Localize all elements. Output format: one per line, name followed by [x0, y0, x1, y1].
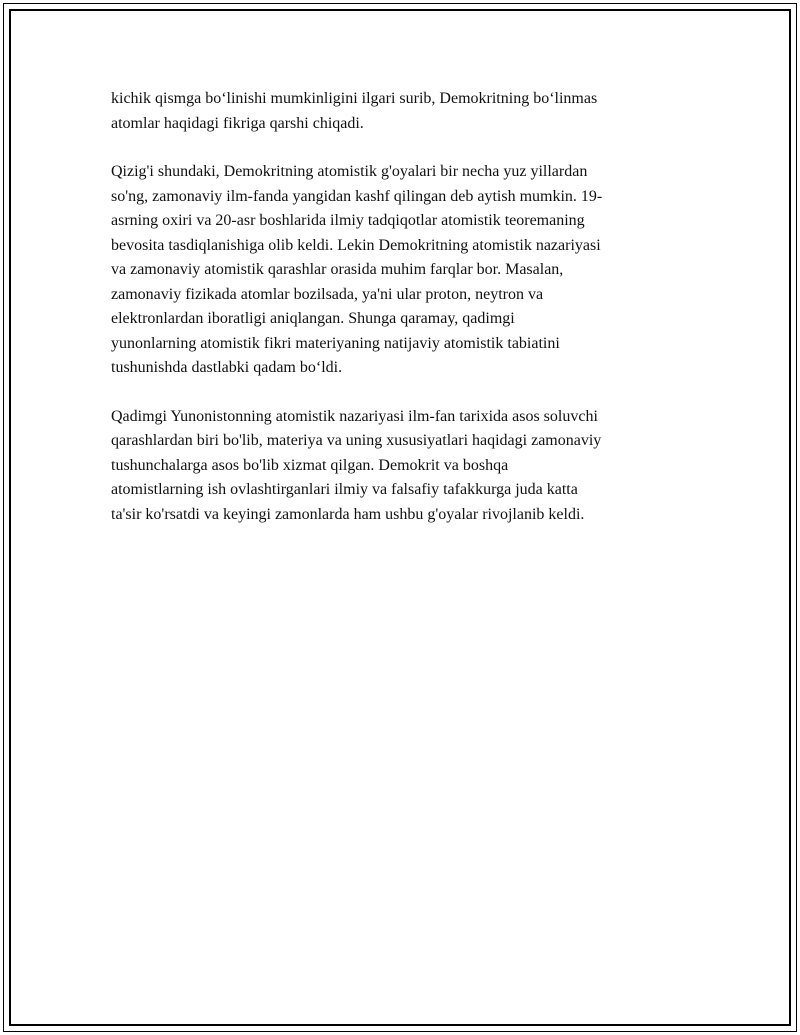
- text-line: atomistlarning ish ovlashtirganlari ilmiy va falsafiy tafakkurga juda katta: [111, 481, 578, 498]
- paragraph-2: [111, 160, 691, 381]
- text-line: tushunchalarga asos bo'lib xizmat qilgan. Demokrit va boshqa: [111, 456, 509, 474]
- text-line: qarashlardan biri bo'lib, materiya va uning xususiyatlari haqidagi zamonaviy: [111, 432, 602, 449]
- text-line: bevosita tasdiqlanishiga olib keldi. Lekin Demokritning atomistik nazariyasi: [111, 236, 601, 254]
- text-line: kichik qismga bo‘linishi mumkinligini ilgari surib, Demokritning bo‘linmas: [111, 90, 598, 107]
- text-line: ta'sir ko'rsatdi va keyingi zamonlarda ham ushbu g'oyalar rivojlanib keldi.: [111, 505, 585, 523]
- text-line: so'ng, zamonaviy ilm-fanda yangidan kashf qilingan deb aytish mumkin. 19-: [111, 187, 603, 205]
- text-line: elektronlardan iboratligi aniqlangan. Shunga qaramay, qadimgi: [111, 310, 515, 327]
- text-line: zamonaviy fizikada atomlar bozilsada, ya'ni ular proton, neytron va: [111, 285, 544, 303]
- text-line: va zamonaviy atomistik qarashlar orasida muhim farqlar bor. Masalan,: [111, 261, 564, 278]
- document-page: [3, 3, 797, 1032]
- text-line: tushunishda dastlabki qadam bo‘ldi.: [111, 359, 343, 376]
- paragraph-1: [111, 87, 691, 136]
- paragraph-3: [111, 405, 691, 528]
- text-line: Qizig'i shundaki, Demokritning atomistik g'oyalari bir necha yuz yillardan: [111, 163, 588, 180]
- document-body: [111, 87, 691, 551]
- text-line: Qadimgi Yunonistonning atomistik nazariyasi ilm-fan tarixida asos soluvchi: [111, 407, 598, 425]
- text-line: atomlar haqidagi fikriga qarshi chiqadi.: [111, 114, 364, 132]
- text-line: asrning oxiri va 20-asr boshlarida ilmiy tadqiqotlar atomistik teoremaning: [111, 212, 585, 229]
- text-line: yunonlarning atomistik fikri materiyaning natijaviy atomistik tabiatini: [111, 334, 560, 352]
